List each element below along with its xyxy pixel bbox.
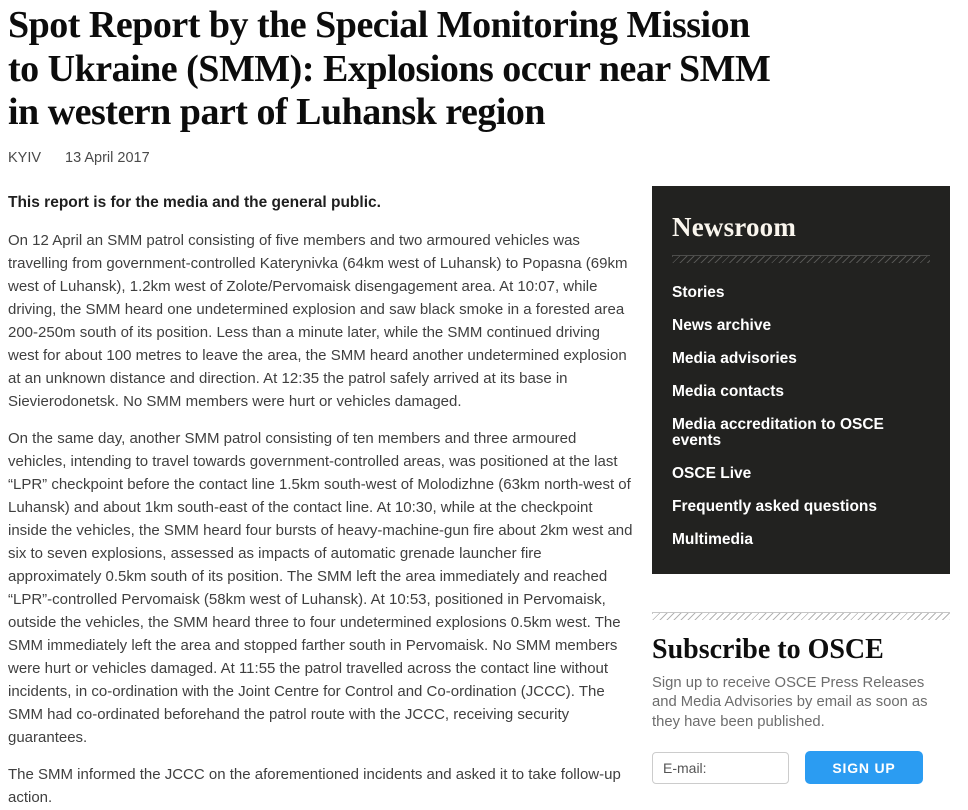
sidebar-item-stories[interactable]: Stories (672, 283, 725, 301)
sidebar-item-news-archive[interactable]: News archive (672, 316, 772, 334)
email-input[interactable] (652, 752, 789, 784)
subscribe-panel (652, 634, 950, 785)
sidebar-item-media-contacts[interactable]: Media contacts (672, 382, 784, 400)
subscribe-description: Sign up to receive OSCE Press Releases and Media Advisories by email as soon as they have been published. (652, 674, 928, 730)
intro-paragraph: This report is for the media and the general public. (8, 193, 381, 211)
newsroom-hatched-divider (672, 255, 930, 263)
subscribe-form (652, 751, 950, 784)
sidebar-item-media-accreditation[interactable]: Media accreditation to OSCE events (672, 415, 884, 449)
article-header (0, 0, 968, 166)
sidebar-item-multimedia[interactable]: Multimedia (672, 530, 753, 548)
newsroom-title: Newsroom (672, 211, 797, 242)
sidebar-item-faq[interactable]: Frequently asked questions (672, 497, 877, 515)
sidebar (652, 186, 950, 785)
article-body (8, 186, 636, 810)
byline-date: 13 April 2017 (65, 149, 150, 166)
byline-location: KYIV (8, 149, 42, 166)
sidebar-item-osce-live[interactable]: OSCE Live (672, 464, 752, 482)
newsroom-nav (672, 285, 930, 548)
sign-up-button[interactable]: SIGN UP (805, 751, 923, 784)
content-row (0, 186, 968, 810)
article-paragraph: On the same day, another SMM patrol consisting of ten members and three armoured vehicles, intending to travel towards government-controlled areas, was positioned at the last “LPR” checkpoint before the contact line 1.5km south-west of Molodizhne (63km north-west of Luhansk) and about 1km south-east of the contact line. At 10:30, while at the checkpoint inside the vehicles, the SMM heard four bursts of heavy-machine-gun fire about 2km west and six to seven explosions, assessed as impacts of automatic grenade launcher fire approximately 0.5km south of its position. The SMM left the area immediately and reached “LPR”-controlled Pervomaisk (58km west of Luhansk). At 10:53, positioned in Pervomaisk, outside the vehicles, the SMM heard three to four undetermined explosions 0.5km west. The SMM immediately left the area and stopped farther south in Pervomaisk. No SMM members were hurt or vehicles damaged. At 11:55 the patrol travelled across the contact line without incidents, in co-ordination with the Joint Centre for Control and Co-ordination (JCCC). The SMM had co-ordinated beforehand the patrol route with the JCCC, receiving security guarantees. (8, 429, 633, 746)
subscribe-title: Subscribe to OSCE (652, 633, 884, 665)
headline-line: in western part of Luhansk region (8, 91, 546, 133)
headline-line: to Ukraine (SMM): Explosions occur near SMM (8, 47, 771, 90)
byline (8, 150, 950, 166)
sidebar-item-media-advisories[interactable]: Media advisories (672, 349, 797, 367)
article-headline (8, 4, 950, 135)
section-hatched-divider (652, 612, 950, 620)
newsroom-panel (652, 186, 950, 574)
article-paragraph: The SMM informed the JCCC on the aforementioned incidents and asked it to take follow-up action. (8, 765, 621, 806)
headline-line: Spot Report by the Special Monitoring Mission (8, 4, 750, 46)
article-paragraph: On 12 April an SMM patrol consisting of five members and two armoured vehicles was travelling from government-controlled Katerynivka (64km west of Luhansk) to Popasna (69km west of Luhansk), 1.2km west of Zolote/Pervomaisk disengagement area. At 10:07, while driving, the SMM heard one undetermined explosion and saw black smoke in a forested area 200-250m south of its position. Less than a minute later, while the SMM continued driving west for about 100 metres to leave the area, the SMM heard another undetermined explosion at an unknown distance and direction. At 12:35 the patrol safely arrived at its base in Sievierodonetsk. No SMM members were hurt or vehicles damaged. (8, 231, 628, 410)
